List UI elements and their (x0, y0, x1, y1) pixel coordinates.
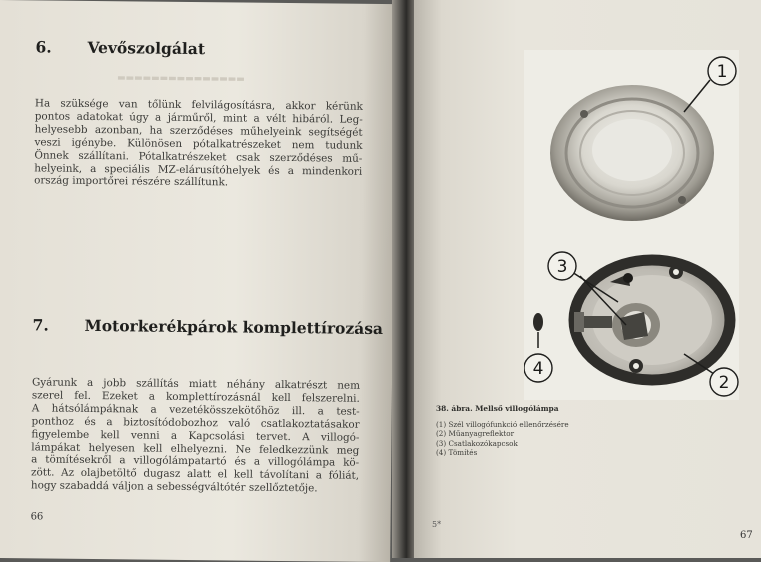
text-line: zött. Az olajbetöltő dugasz alatt el kell távolítani a fóliát, (30, 466, 360, 483)
section-number: 6. (35, 37, 52, 57)
page-number-left: 66 (30, 511, 44, 523)
text-line: Önnek szállítani. Pótalkatrészeket csak szerződéses mű- (34, 148, 363, 165)
text-line: szerel fel. Ezeket a komplettírozásnál kell felszerelni. (31, 389, 360, 405)
callout-number-2: 2 (718, 373, 730, 393)
figure-caption-title: 38. ábra. Mellső villogólámpa (436, 404, 559, 413)
callout-number-1: 1 (716, 62, 728, 82)
figure-legend-list (436, 420, 569, 458)
callout-number-3: 3 (556, 257, 568, 277)
bleed-through-text: ▬▬▬▬▬▬▬▬▬▬▬▬▬▬▬ (117, 73, 245, 85)
text-line: hogy szabaddá váljon a sebességváltótér szellőztetője. (30, 479, 318, 495)
section-6-paragraph (34, 97, 363, 191)
text-line: a tömítésekről a villogólámpatartó és a villogólámpa kö- (31, 453, 360, 470)
section-heading-6 (35, 37, 205, 58)
text-line: pontos adatokat úgy a járműről, mint a vélt hibáról. Leg- (34, 110, 363, 126)
text-line: figyelembe kell venni a Kapcsolási tervet. A villogó- (31, 427, 360, 444)
right-page (414, 0, 761, 558)
text-line: lámpákat helyesen kell elhelyezni. Ne feledkezzünk meg (31, 440, 360, 457)
text-line: Ha szüksége van tőlünk felvilágosításra, akkor kérünk (34, 97, 363, 113)
legend-item: (3) Csatlakozókapcsok (436, 438, 518, 448)
text-line: ország importőrei részére szállítunk. (34, 174, 229, 189)
gasket-item (533, 313, 543, 331)
legend-item: (1) Szél villogófunkció ellenőrzésére (436, 420, 569, 429)
section-7-paragraph (31, 376, 360, 496)
section-title: Vevőszolgálat (87, 37, 206, 59)
callout-number-4: 4 (532, 359, 544, 379)
printer-signature-mark: 5* (432, 520, 442, 529)
legend-item: (2) Műanyagreflektor (436, 429, 515, 439)
text-line: helyeink, a speciális MZ-elárusítóhelyek és a mindenkori (34, 161, 363, 178)
text-line: Gyárunk a jobb szállítás miatt néhány alkatrészt nem (31, 376, 361, 392)
section-title: Motorkerékpárok komplettírozása (84, 315, 384, 339)
text-line: helyesebb azonban, ha szerződéses műhelyeink segítségét (34, 123, 363, 139)
text-line: veszi igénybe. Különösen pótalkatrészeket nem tudunk (34, 136, 363, 152)
section-number: 7. (32, 315, 49, 335)
page-number-right: 67 (740, 530, 753, 541)
front-indicator-lamp-photo (524, 50, 739, 400)
section-heading-7 (33, 315, 384, 338)
text-line: A hátsólámpáknak a vezetékösszekötőhöz ill. a test- (31, 402, 360, 418)
legend-item: (4) Tömítés (436, 448, 478, 458)
text-line: ponthoz és a biztosítódobozhoz való csatlakoztatásakor (31, 415, 360, 431)
